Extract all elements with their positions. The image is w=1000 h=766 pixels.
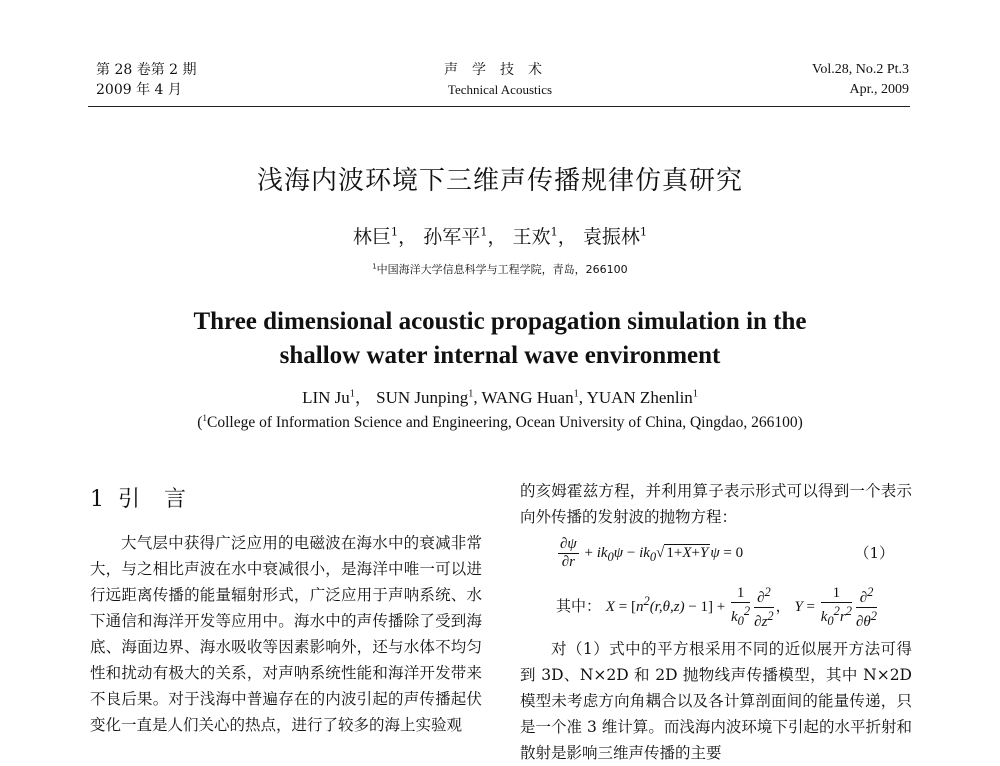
affiliation-cn	[0, 261, 1000, 277]
affiliation-en-text: College of Information Science and Engineering, Ocean University of China, Qingdao, 266100	[207, 414, 798, 431]
paper-title-cn: 浅海内波环境下三维声传播规律仿真研究	[256, 166, 743, 196]
affiliation-cn-text: 中国海洋大学信息科学与工程学院，青岛，266100	[376, 263, 628, 276]
section-heading	[90, 482, 188, 513]
author-sup: 1	[692, 388, 698, 400]
issue-date: 2009 年 4 月	[96, 82, 182, 98]
author-sup: 1	[639, 224, 648, 239]
author-sup: 1	[573, 388, 579, 400]
author-sup: 1	[550, 224, 558, 239]
affiliation-en: ($^1$College of Information Science and Engineering, Ocean University of China, Qingdao, 266100)	[197, 413, 803, 431]
author-en: WANG Huan	[481, 388, 574, 407]
journal-name-cn: 声学技术	[444, 62, 556, 78]
affiliation-sup: 1	[372, 262, 377, 271]
section-title-char: 引	[118, 487, 143, 512]
equation-where-label: 其中：	[556, 596, 602, 615]
section-title-char: 言	[164, 487, 189, 512]
author-cn: 袁振林	[582, 226, 640, 248]
equation-2	[556, 584, 912, 630]
author-cn: 王欢	[512, 226, 551, 248]
author-sup: 1	[390, 224, 399, 239]
author-en: LIN Ju	[302, 388, 350, 407]
header-rule	[88, 106, 910, 107]
author-cn: 林巨	[352, 226, 391, 248]
section-number: 1	[90, 487, 106, 512]
author-sup: 1	[349, 388, 355, 400]
equation-1	[556, 536, 912, 576]
author-list-en: LIN Ju$^1$， SUN Junping$^1$, WANG Huan$^1$, YUAN Zhenlin$^1$	[302, 388, 698, 407]
parabolic-equation: $\frac{\partial\psi}{\partial r}$ + $ik_0\psi - ik_0√$ 1+X+Y ψ = 0	[560, 536, 744, 570]
author-sup: 1	[468, 388, 474, 400]
equation-number: （1）	[854, 544, 894, 562]
issue-volume: 第 28 卷第 2 期	[96, 62, 197, 78]
issue-volume-en: Vol.28, No.2 Pt.3	[812, 62, 909, 77]
left-column	[90, 530, 482, 738]
affiliation-sup: 1	[202, 413, 208, 424]
author-en: YUAN Zhenlin	[586, 388, 693, 407]
author-sup: 1	[480, 224, 488, 239]
author-cn: 孙军平	[423, 226, 481, 248]
author-list-cn: 林巨$^1$， 孙军平$^1$， 王欢$^1$， 袁振林$^1$	[352, 224, 648, 248]
right-column-continued	[520, 636, 912, 766]
journal-name-en: Technical Acoustics	[447, 82, 553, 97]
paper-title-en	[0, 305, 1000, 373]
helmholtz-paragraph: 的亥姆霍兹方程，并利用算子表示形式可以得到一个表示向外传播的发射波的抛物方程：	[520, 482, 912, 526]
intro-paragraph: 大气层中获得广泛应用的电磁波在海水中的衰减非常大，与之相比声波在水中衰减很小，是海洋中唯一可以进行远距离传播的能量辐射形式，广泛应用于声呐系统、水下通信和海洋开发等应用中。海水中的声传播除了受到海底、海面边界、海水吸收等因素影响外，还与水体不均匀性和扰动有极大的关系，对声呐系统性能和海洋开发带来不良后果。对于浅海中普遍存在的内波引起的声传播起伏变化一直是人们关心的热点，进行了较多的海上实验观	[90, 534, 482, 734]
operator-definitions: $X = [n^2(r,\theta,z) - 1]$ + $\frac{1}{k_0^2}$ $\frac{\partial^2}{\partial z^2}$ ， Y = $\frac{1}{k_0^2r^2}$ $\frac{\partial^2}{\partial\theta^2}$	[605, 585, 878, 630]
paper-title-en-line2: shallow water internal wave environment	[279, 342, 721, 369]
right-column	[520, 478, 912, 530]
issue-date-en: Apr., 2009	[849, 82, 909, 97]
author-en: SUN Junping	[376, 388, 469, 407]
model-paragraph: 对（1）式中的平方根采用不同的近似展开方法可得到 3D、N×2D 和 2D 抛物线声传播模型，其中 N×2D 模型未考虑方向角耦合以及各计算剖面间的能量传递，只是一个准 3 维计算。而浅海内波环境下引起的水平折射和散射是影响三维声传播的主要	[520, 640, 912, 762]
paper-title-en-line1: Three dimensional acoustic propagation simulation in the	[193, 308, 807, 335]
journal-issue-en	[812, 60, 909, 100]
